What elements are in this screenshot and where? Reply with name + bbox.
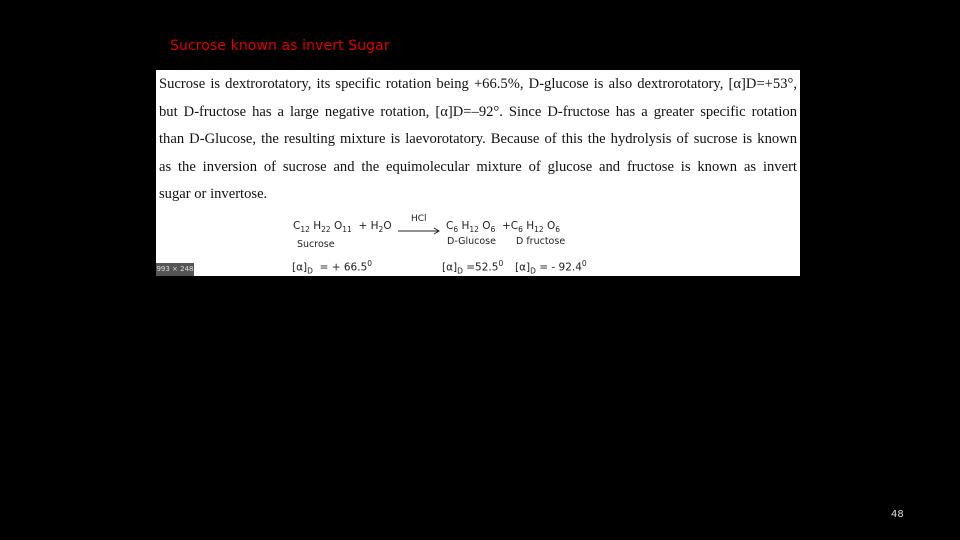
reaction-arrow-icon [398,226,442,236]
image-size-badge: 993 × 248 [156,263,194,276]
rotation-fructose: $[\alpha]_D$ = - 92.4$^0$ [515,259,587,276]
reactant-sucrose-formula: $C_{12}$ $H_{22}$ $O_{11} + H_2O$ [293,220,392,235]
products-formula: $C_6$ $H_{12}$ $O_6 +C_6$ $H_{12}$ $O_6$ [446,220,561,235]
paragraph-line: Sucrose is dextrorotatory, its specific rotation being +66.5%, D-glucose is also dextrorotatory, [α]D=+53°, [159,76,797,92]
fructose-label: D fructose [516,236,566,247]
rotation-glucose: $[\alpha]_D =52.5^0$ [442,259,504,276]
rotation-sucrose: $[\alpha]_D$ = + $66.5^0$ [292,259,373,276]
paragraph-line: but D-fructose has a large negative rotation, [α]D=–92°. Since D-fructose has a greater specific rotation [159,103,797,120]
paragraph-line: than D-Glucose, the resulting mixture is laevorotatory. Because of this the hydrolysis of sucrose is known [159,131,797,148]
paragraph-line: as the inversion of sucrose and the equimolecular mixture of glucose and fructose is known as invert [159,158,797,175]
explanation-paragraph [159,71,797,209]
slide-title: Sucrose known as invert Sugar [170,38,390,54]
catalyst-label: HCl [411,214,427,224]
content-image-panel [156,70,800,276]
glucose-label: D-Glucose [447,236,496,247]
page-number: 48 [891,509,904,520]
reactant-label: Sucrose [297,239,335,250]
paragraph-line: sugar or invertose. [159,186,268,203]
